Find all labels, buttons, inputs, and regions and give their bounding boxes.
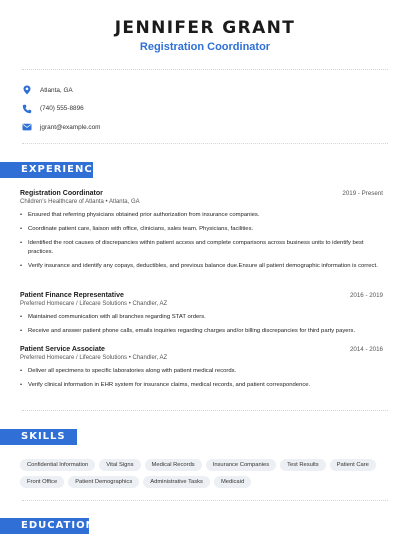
job-entry — [20, 292, 383, 341]
bullet-item: • Ensured that referring physicians obtained prior authorization from insurance companies. — [20, 212, 260, 218]
skill-chip: Insurance Companies — [206, 459, 276, 471]
skill-chip: Front Office — [20, 476, 64, 488]
job-company-line: Preferred Homecare / Lifecare Solutions • Chandler, AZ — [20, 355, 168, 361]
skill-chip: Patient Care — [330, 459, 376, 471]
job-location: Chandler, AZ — [132, 355, 168, 361]
job-dates: 2019 - Present — [342, 190, 383, 197]
skill-chip: Medicaid — [214, 476, 251, 488]
phone-icon — [22, 104, 32, 114]
divider — [22, 500, 388, 501]
location-pin-icon — [22, 85, 32, 95]
job-title: Patient Finance Representative — [20, 292, 124, 299]
job-bullets — [20, 313, 383, 336]
bullet-item: • Verify insurance and identify any copays, deductibles, and previous balance due.Ensure all patient demographic information is correct. — [20, 262, 378, 269]
education-heading: EDUCATION — [0, 518, 89, 534]
job-entry — [20, 346, 383, 395]
job-location: Atlanta, GA — [108, 199, 140, 205]
skill-chip: Medical Records — [145, 459, 202, 471]
job-bullets — [20, 211, 383, 271]
skills-heading: SKILLS — [0, 429, 77, 445]
skill-chip: Administrative Tasks — [143, 476, 210, 488]
divider — [22, 143, 388, 144]
bullet-item: • Coordinate patient care, liaison with office, clinicians, sales team. Physicians, facilities. — [20, 225, 254, 232]
experience-heading: EXPERIENCE — [0, 162, 93, 178]
job-company-line: Preferred Homecare / Lifecare Solutions • Chandler, AZ — [20, 301, 168, 307]
mail-icon — [22, 122, 32, 132]
job-location: Chandler, AZ — [132, 301, 168, 307]
skill-chip: Patient Demographics — [68, 476, 139, 488]
contact-location — [22, 81, 410, 99]
contact-phone — [22, 100, 410, 118]
job-entry — [20, 190, 383, 276]
skill-chip: Confidential Information — [20, 459, 95, 471]
bullet-item: • Verify clinical information in EHR system for insurance claims, medical records, and patient correspondence. — [20, 381, 311, 388]
job-company: Preferred Homecare / Lifecare Solutions — [20, 301, 128, 307]
email-text: jgrant@example.com — [40, 123, 101, 131]
candidate-name: JENNIFER GRANT — [114, 18, 296, 38]
resume-header — [0, 0, 410, 53]
skill-chip: Vital Signs — [99, 459, 140, 471]
contact-list — [0, 70, 410, 143]
location-text: Atlanta, GA — [40, 86, 73, 94]
bullet-item: • Deliver all specimens to specific laboratories along with patient medical records. — [20, 368, 237, 374]
job-dates: 2016 - 2019 — [349, 292, 383, 299]
divider — [22, 410, 388, 411]
bullet-item: • Receive and answer patient phone calls, emails inquiries regarding charges and/or billing discrepancies for third party payers. — [20, 327, 356, 334]
skill-chip: Test Results — [280, 459, 326, 471]
phone-text: (740) 555-8896 — [40, 105, 84, 112]
job-company: Children's Healthcare of Atlanta — [20, 199, 104, 205]
contact-email — [22, 118, 410, 136]
job-dates: 2014 - 2016 — [349, 346, 383, 353]
bullet-item: • Maintained communication with all branches regarding STAT orders. — [20, 314, 206, 320]
candidate-title: Registration Coordinator — [139, 41, 271, 53]
job-bullets — [20, 367, 383, 390]
job-company: Preferred Homecare / Lifecare Solutions — [20, 355, 128, 361]
skills-list — [20, 459, 392, 488]
job-title: Registration Coordinator — [20, 190, 103, 197]
job-title: Patient Service Associate — [20, 346, 105, 353]
bullet-item: • Identified the root causes of discrepancies within patient access and complete comparisons across business units to identify best practices. — [20, 239, 364, 256]
job-company-line: Children's Healthcare of Atlanta • Atlanta, GA — [20, 199, 140, 205]
